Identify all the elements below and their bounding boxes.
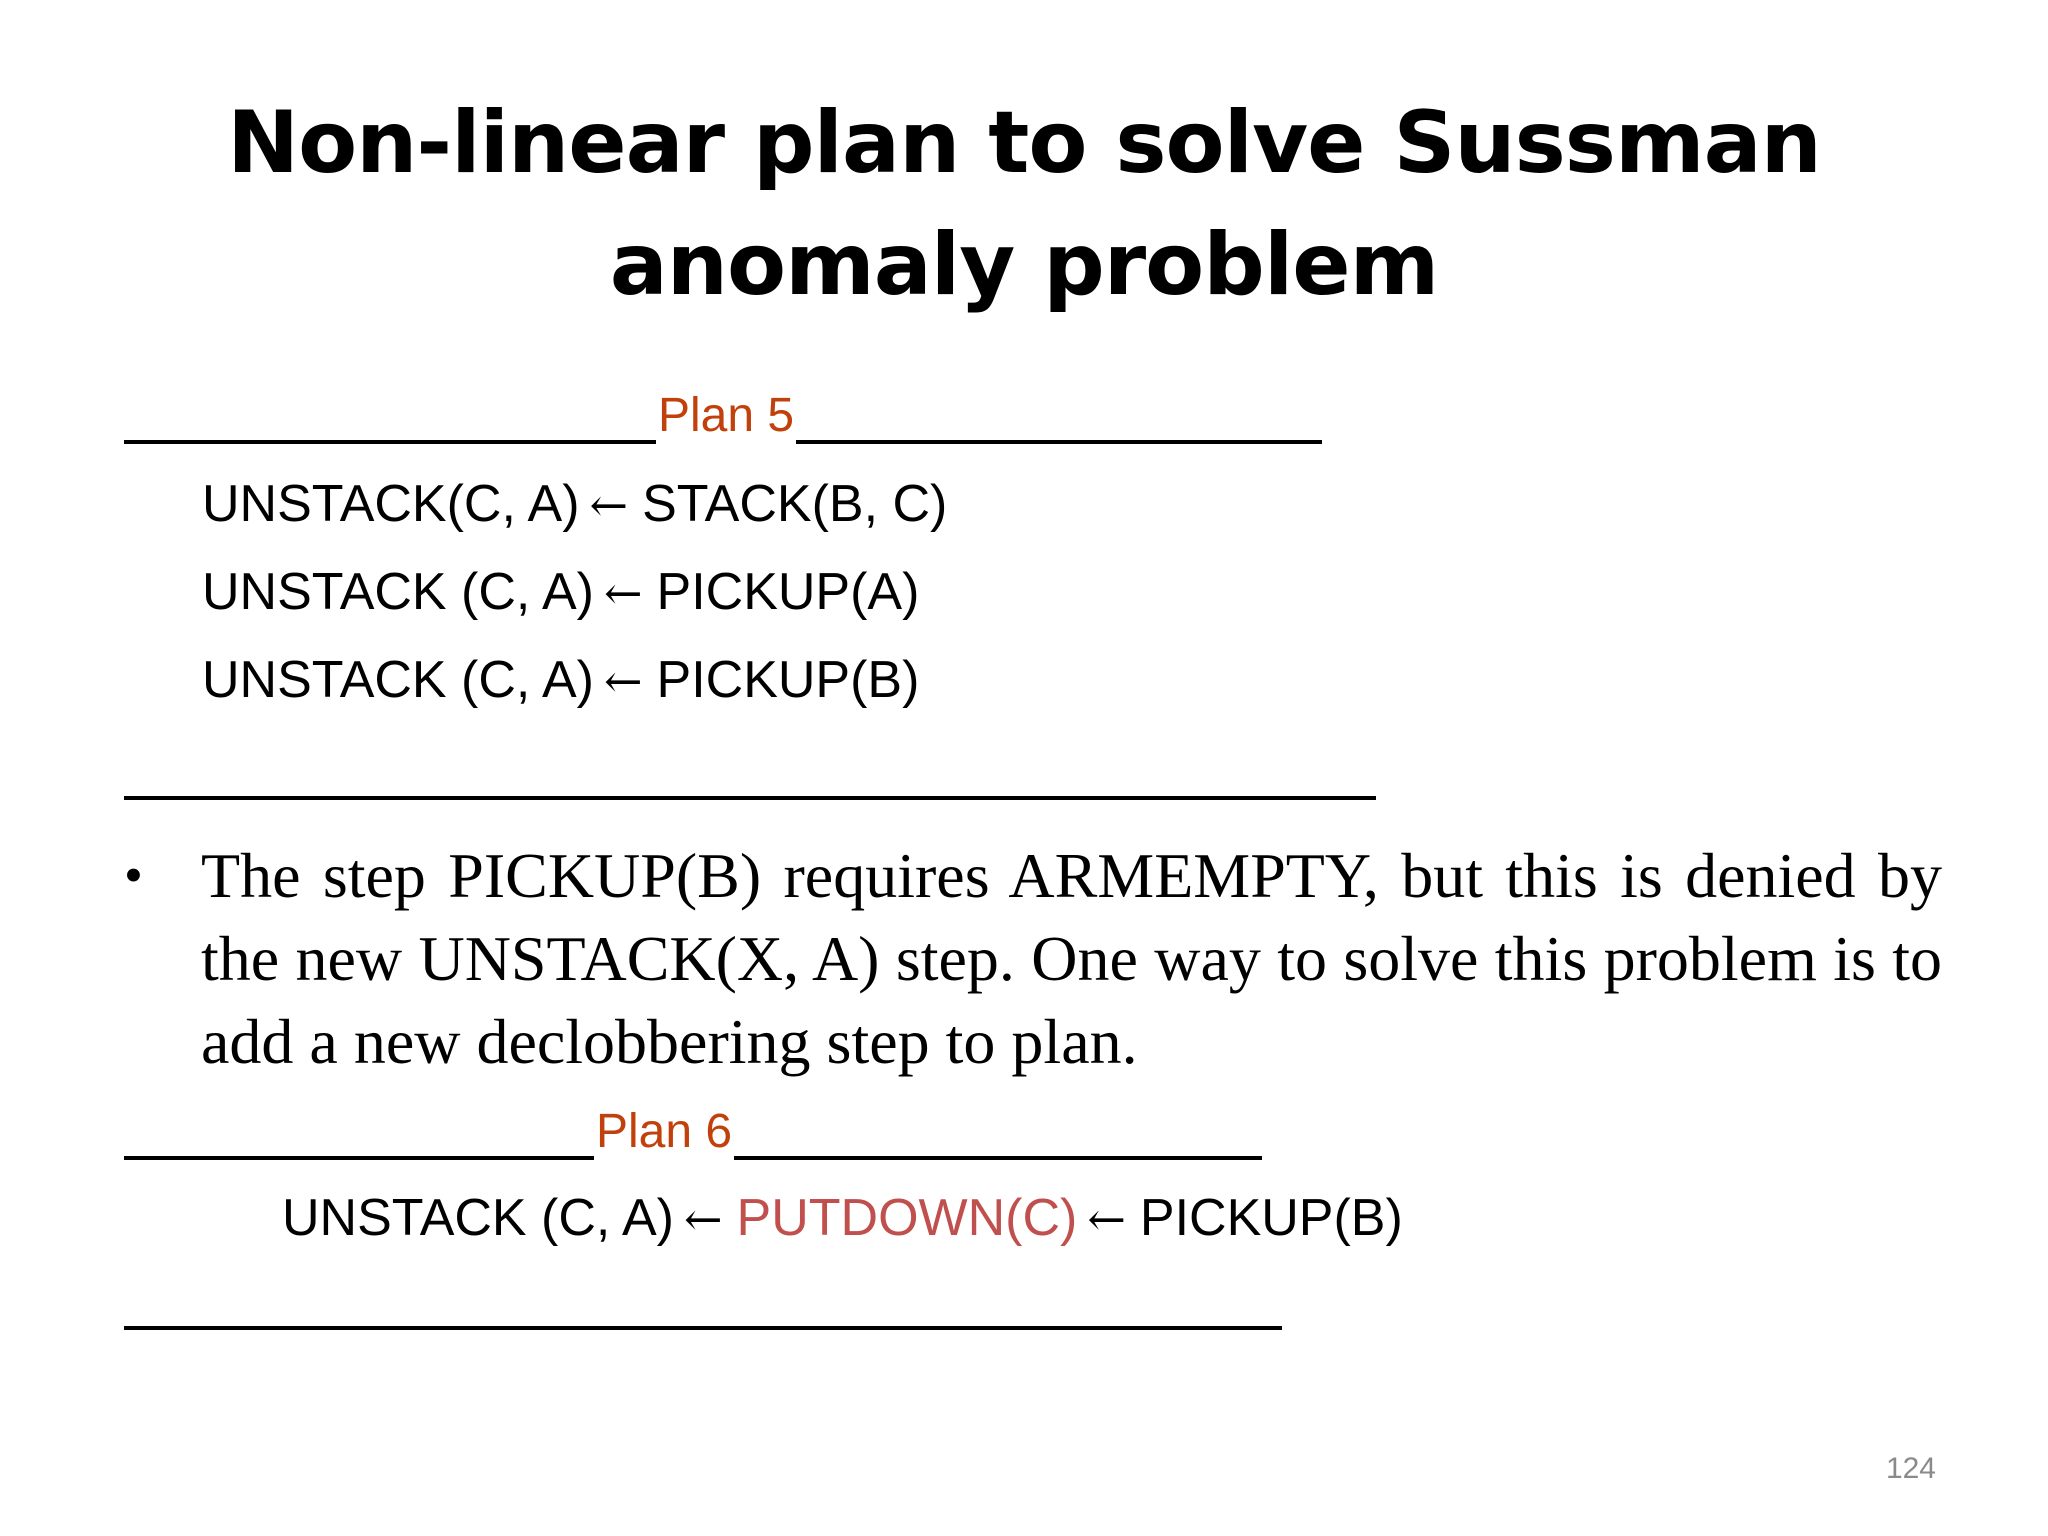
plan5-rule-left (124, 386, 656, 444)
left-arrow-icon: ← (683, 1192, 723, 1246)
plan5-step-2-to: PICKUP(A) (656, 563, 920, 621)
slide-title-line-2: anomaly problem (609, 215, 1439, 315)
left-arrow-icon: ← (603, 566, 643, 620)
plan6-step-first: UNSTACK (C, A) (282, 1189, 674, 1247)
plan5-step-1 (202, 472, 947, 537)
plan6-step (282, 1186, 1403, 1251)
plan6-step-last: PICKUP(B) (1139, 1189, 1403, 1247)
plan5-step-3 (202, 648, 919, 713)
plan5-closing-rule (124, 796, 1376, 800)
plan5-step-1-to: STACK(B, C) (642, 475, 948, 533)
plan5-rule-right (796, 386, 1322, 444)
slide-title (0, 82, 2048, 326)
left-arrow-icon: ← (603, 654, 643, 708)
plan5-step-3-from: UNSTACK (C, A) (202, 651, 594, 709)
plan5-step-1-from: UNSTACK(C, A) (202, 475, 580, 533)
plan6-step-middle: PUTDOWN(C) (736, 1189, 1078, 1247)
bullet-marker: • (124, 845, 143, 905)
plan6-label: Plan 6 (596, 1105, 733, 1158)
plan6-header (124, 1100, 1262, 1160)
page-number: 124 (1885, 1452, 1936, 1485)
plan6-rule-right (734, 1102, 1262, 1160)
plan6-rule-left (124, 1102, 594, 1160)
bullet-paragraph (124, 834, 1942, 1083)
left-arrow-icon: ← (589, 478, 629, 532)
left-arrow-icon: ← (1087, 1192, 1126, 1246)
plan6-closing-rule (124, 1326, 1282, 1330)
slide-title-line-1: Non-linear plan to solve Sussman (227, 93, 1821, 193)
plan5-step-3-to: PICKUP(B) (656, 651, 920, 709)
plan5-header (124, 384, 1322, 444)
plan5-step-2-from: UNSTACK (C, A) (202, 563, 594, 621)
bullet-text: The step PICKUP(B) requires ARMEMPTY, but this is denied by the new UNSTACK(X, A) step. One way to solve this problem is to add a new declobbering step to plan. (201, 840, 1942, 1077)
plan5-step-2 (202, 560, 919, 625)
plan5-label: Plan 5 (658, 389, 795, 442)
